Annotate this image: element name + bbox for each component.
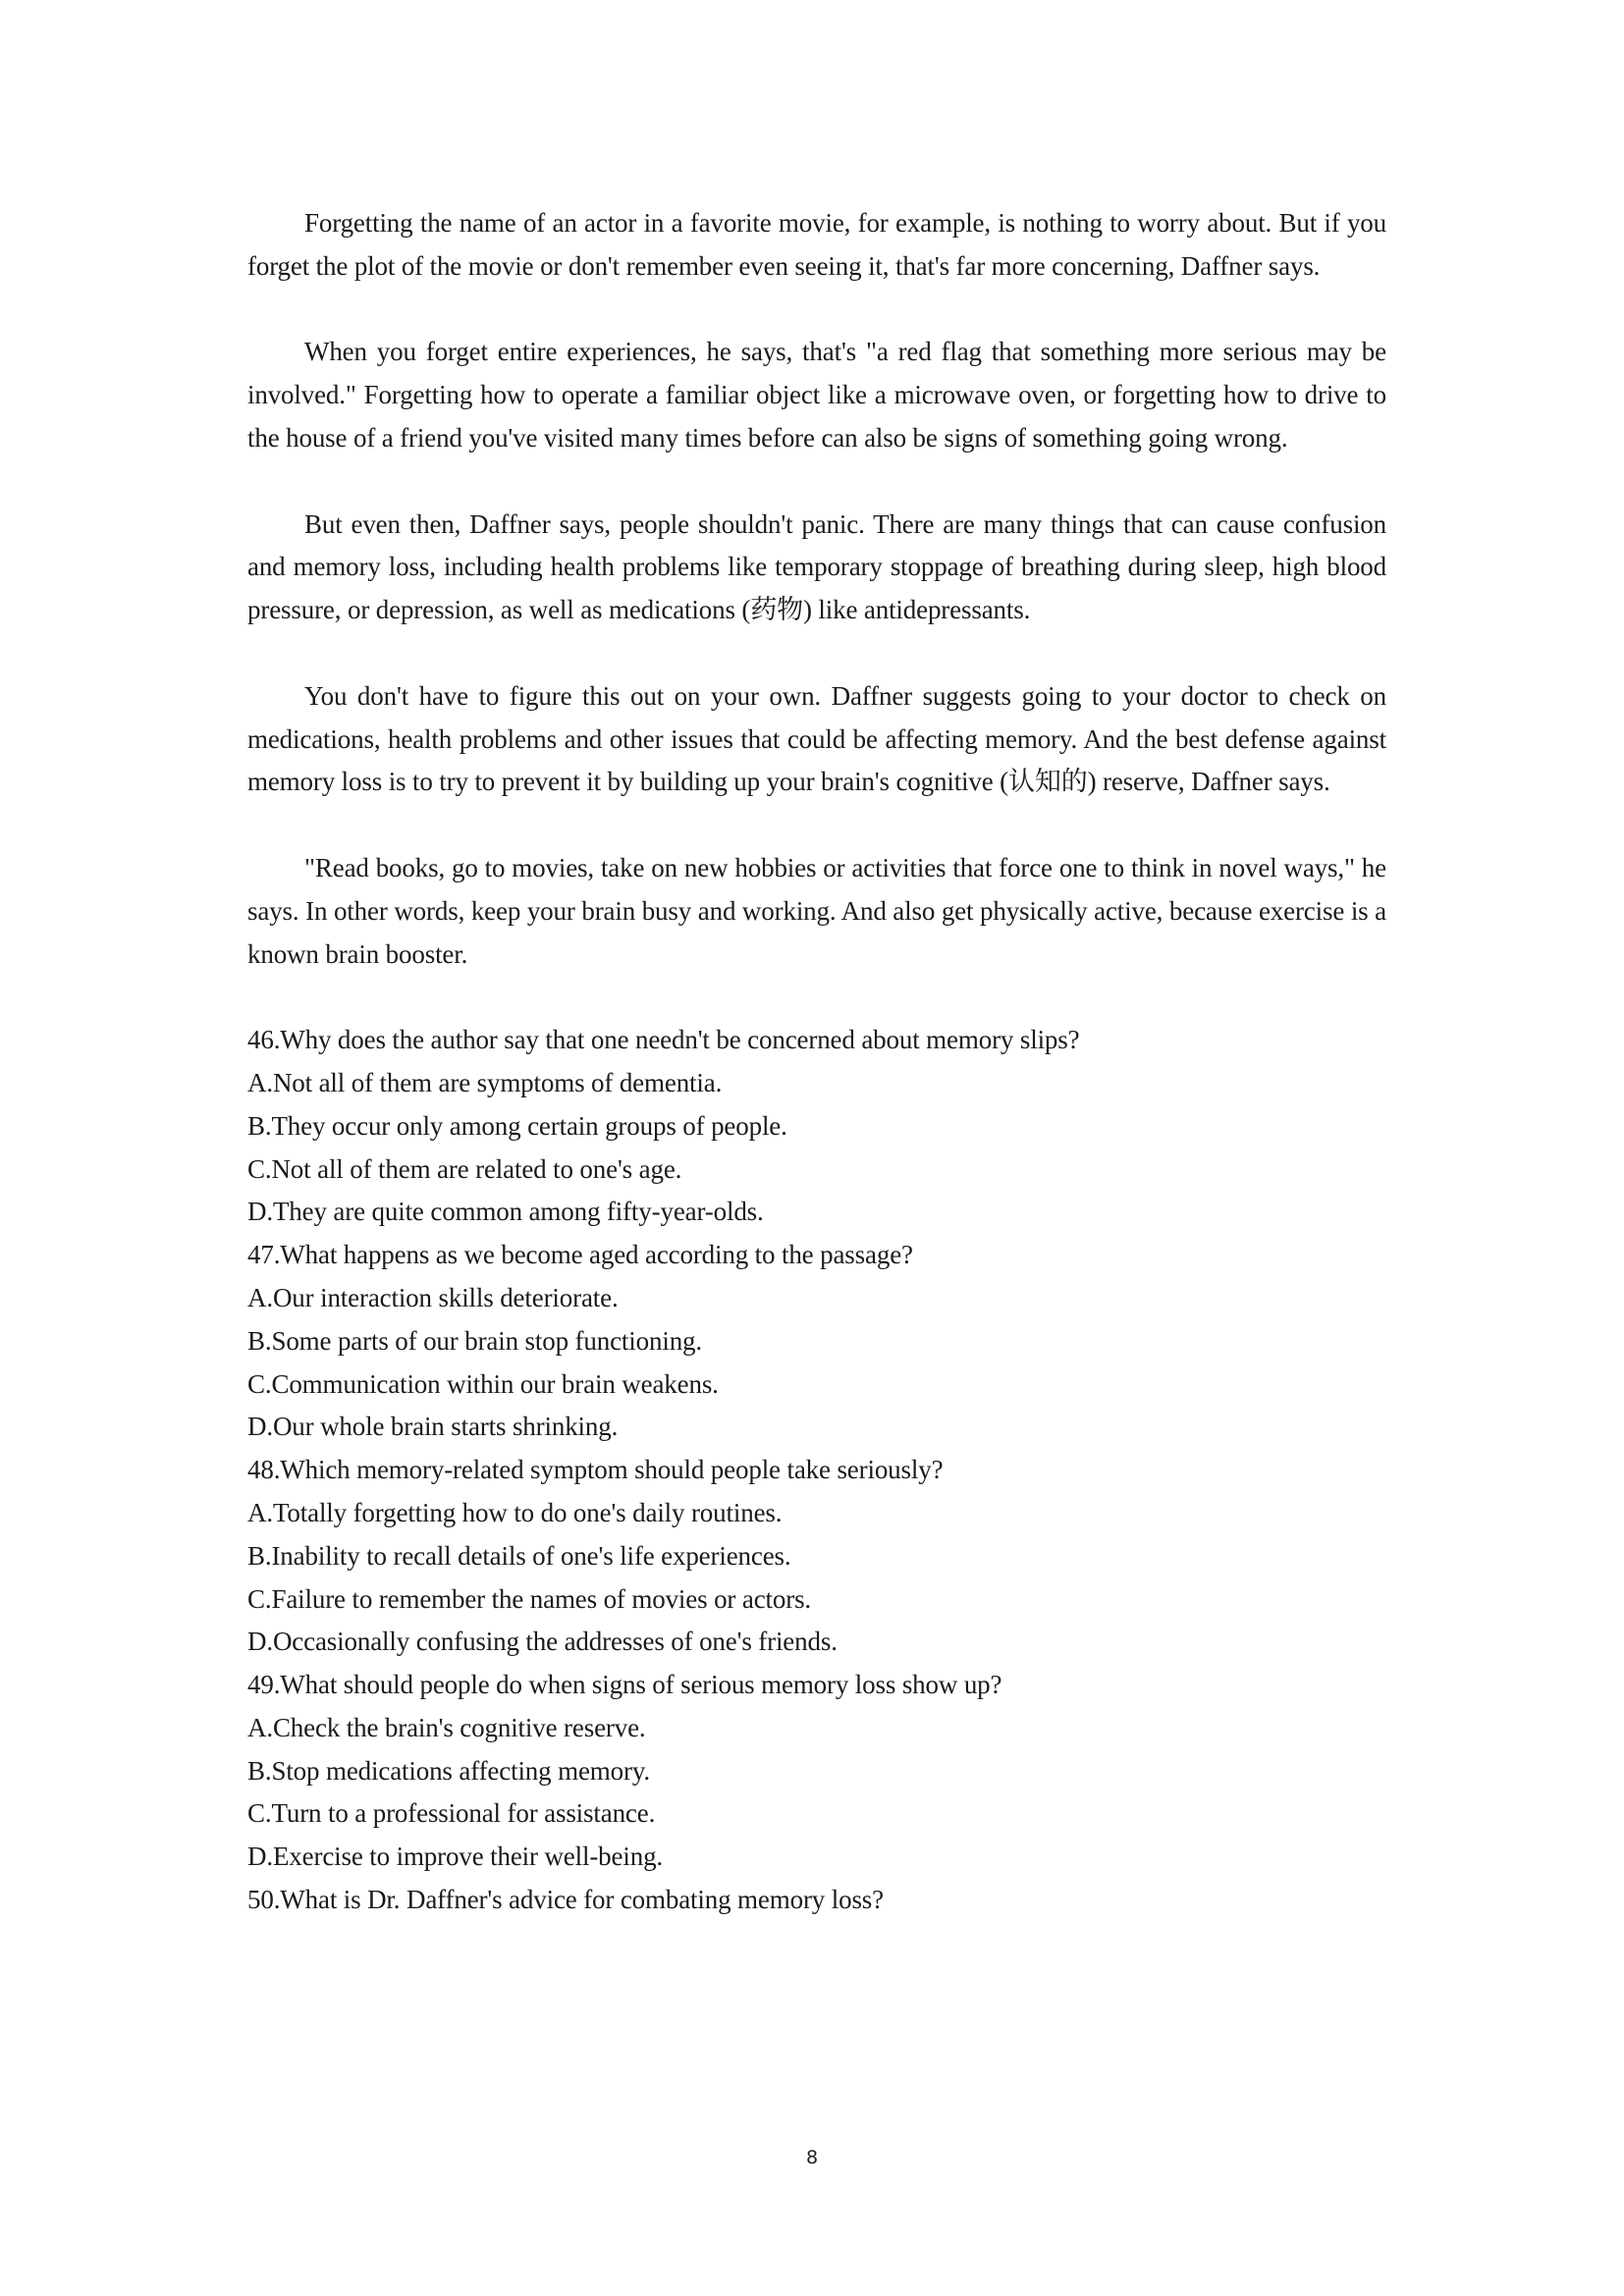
option-a: A.Our interaction skills deteriorate.	[247, 1282, 619, 1312]
passage-paragraph-5: "Read books, go to movies, take on new hobbies or activities that force one to think in novel ways," he says. In other words, keep your brain busy and working. And also get physically active, because exercise is a known brain booster.	[247, 852, 1386, 969]
option-a: A.Check the brain's cognitive reserve.	[247, 1712, 646, 1742]
passage-paragraph-2: When you forget entire experiences, he says, that's "a red flag that something more serious may be involved." Forgetting how to operate a familiar object like a microwave oven, or forgetting how to drive to the house of a friend you've visited many times before can also be signs of something going wrong.	[247, 337, 1386, 453]
question-50	[247, 1879, 1386, 1922]
option-a: A.Totally forgetting how to do one's daily routines.	[247, 1497, 783, 1527]
passage-paragraph-3: But even then, Daffner says, people shouldn't panic. There are many things that can cause confusion and memory loss, including health problems like temporary stoppage of breathing during sleep, high blood pressure, or depression, as well as medications (药物) like antidepressants.	[247, 508, 1386, 625]
question-stem: 47.What happens as we become aged according to the passage?	[247, 1240, 913, 1270]
option-c: C.Not all of them are related to one's age.	[247, 1153, 682, 1184]
reading-passage	[247, 202, 1386, 976]
option-d: D.Our whole brain starts shrinking.	[247, 1412, 619, 1442]
option-b: B.Inability to recall details of one's life experiences.	[247, 1540, 791, 1571]
option-c: C.Turn to a professional for assistance.	[247, 1798, 656, 1829]
option-a: A.Not all of them are symptoms of dementia.	[247, 1067, 723, 1097]
page-number: 8	[805, 2147, 819, 2168]
question-49	[247, 1664, 1386, 1879]
option-b: B.Some parts of our brain stop functioning.	[247, 1325, 702, 1356]
question-stem: 48.Which memory-related symptom should people take seriously?	[247, 1455, 944, 1485]
option-d: D.Occasionally confusing the addresses of one's friends.	[247, 1627, 838, 1657]
option-c: C.Failure to remember the names of movies or actors.	[247, 1583, 812, 1614]
question-list	[247, 1019, 1386, 1922]
question-46	[247, 1019, 1386, 1234]
question-stem: 49.What should people do when signs of serious memory loss show up?	[247, 1670, 1002, 1700]
question-48	[247, 1449, 1386, 1664]
option-b: B.Stop medications affecting memory.	[247, 1755, 651, 1786]
question-47	[247, 1234, 1386, 1449]
option-c: C.Communication within our brain weakens.	[247, 1368, 719, 1399]
question-stem: 46.Why does the author say that one needn't be concerned about memory slips?	[247, 1025, 1080, 1055]
question-stem: 50.What is Dr. Daffner's advice for combating memory loss?	[247, 1885, 884, 1915]
option-d: D.Exercise to improve their well-being.	[247, 1842, 664, 1872]
option-b: B.They occur only among certain groups of people.	[247, 1110, 787, 1141]
option-d: D.They are quite common among fifty-year-olds.	[247, 1197, 764, 1227]
passage-paragraph-4: You don't have to figure this out on your own. Daffner suggests going to your doctor to check on medications, health problems and other issues that could be affecting memory. And the best defense against memory loss is to try to prevent it by building up your brain's cognitive (认知的) reserve, Daffner says.	[247, 680, 1386, 797]
document-page	[247, 202, 1386, 1922]
passage-paragraph-1: Forgetting the name of an actor in a favorite movie, for example, is nothing to worry about. But if you forget the plot of the movie or don't remember even seeing it, that's far more concerning, Daffner says.	[247, 208, 1386, 281]
